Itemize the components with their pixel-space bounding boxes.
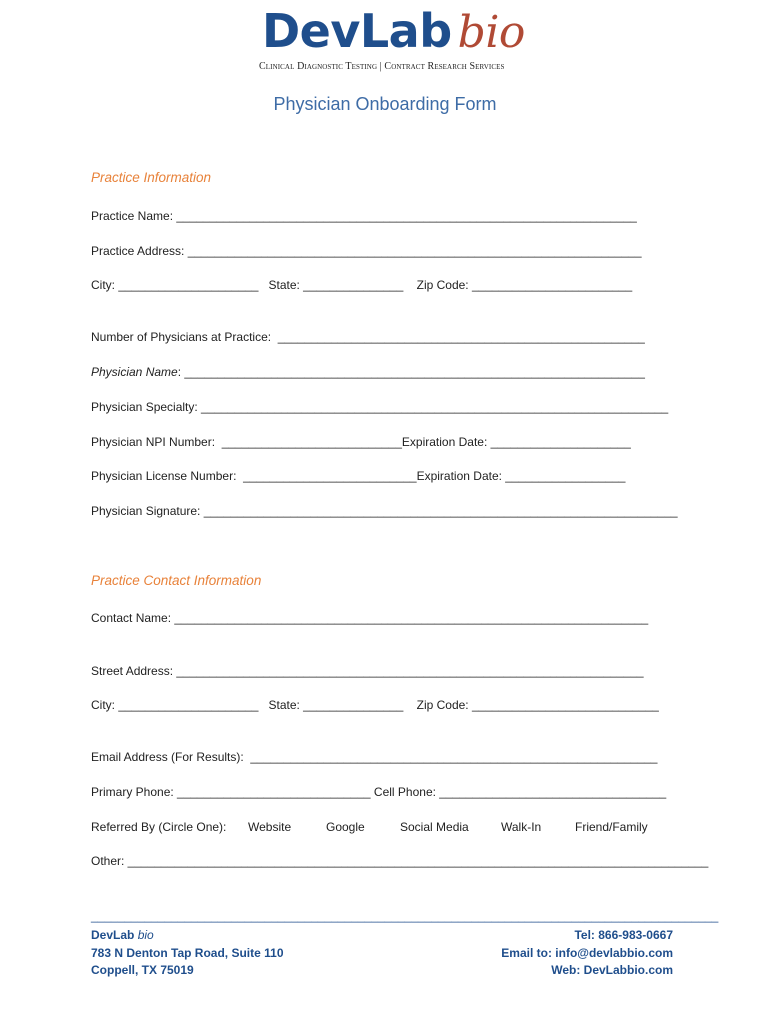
logo-devlab-text: DevLab [262,4,452,58]
referred-option-social-media[interactable]: Social Media [400,820,469,834]
practice-city-state-zip-field[interactable]: City: _____________________ State: _______________ Zip Code: ________________________ [91,278,633,292]
company-logo [259,2,542,76]
footer-address-block [91,927,284,980]
referred-option-website[interactable]: Website [248,820,292,834]
physician-npi-field[interactable]: Physician NPI Number: ___________________________Expiration Date: _____________________ [91,435,631,449]
footer-email[interactable]: Email to: info@devlabbio.com [501,945,673,960]
contact-name-field[interactable]: Contact Name: _______________________________________________________________________ [91,611,649,625]
physician-name-blank: : _____________________________________________________________________ [177,365,645,379]
physician-name-field[interactable] [91,364,645,380]
practice-address-field[interactable]: Practice Address: ____________________________________________________________________ [91,244,642,258]
other-field[interactable]: Other: _______________________________________________________________________________________ [91,854,709,868]
physician-specialty-field[interactable]: Physician Specialty: ______________________________________________________________________ [91,400,669,414]
footer-address-line-1: 783 N Denton Tap Road, Suite 110 [91,945,284,960]
logo-bio-text: bio [457,7,525,58]
referred-by-row [91,819,691,835]
practice-info-heading: Practice Information [91,170,212,185]
referred-option-walk-in[interactable]: Walk-In [501,820,542,834]
email-address-field[interactable]: Email Address (For Results): _____________________________________________________________ [91,750,658,764]
footer-company-name [91,927,284,945]
physician-license-field[interactable]: Physician License Number: __________________________Expiration Date: __________________ [91,469,626,483]
logo-tagline: Clinical Diagnostic Testing | Contract Research Services [259,61,505,72]
referred-by-label: Referred By (Circle One): [91,820,227,834]
practice-name-field[interactable]: Practice Name: _____________________________________________________________________ [91,209,637,223]
contact-info-heading: Practice Contact Information [91,573,262,588]
footer-divider: ______________________________________________________________________________________________ [91,909,719,923]
footer-company-main: DevLab [91,928,138,942]
form-title: Physician Onboarding Form [273,94,497,114]
logo-wordmark [262,2,525,62]
footer-tel: Tel: 866-983-0667 [574,928,673,942]
physician-signature-field[interactable]: Physician Signature: _______________________________________________________________________ [91,504,678,518]
footer-address-line-2: Coppell, TX 75019 [91,963,194,977]
physician-name-label: Physician Name [91,365,178,379]
footer-web[interactable]: Web: DevLabbio.com [551,963,673,977]
contact-city-state-zip-field[interactable]: City: _____________________ State: _______________ Zip Code: ____________________________ [91,698,659,712]
referred-option-friend-family[interactable]: Friend/Family [575,820,648,834]
footer-company-bio: bio [137,928,154,942]
referred-option-google[interactable]: Google [326,820,365,834]
phone-fields[interactable]: Primary Phone: _____________________________ Cell Phone: __________________________________ [91,785,667,799]
num-physicians-field[interactable]: Number of Physicians at Practice: _______________________________________________________ [91,330,645,344]
footer-contact-block [501,927,673,980]
street-address-field[interactable]: Street Address: ______________________________________________________________________ [91,664,644,678]
